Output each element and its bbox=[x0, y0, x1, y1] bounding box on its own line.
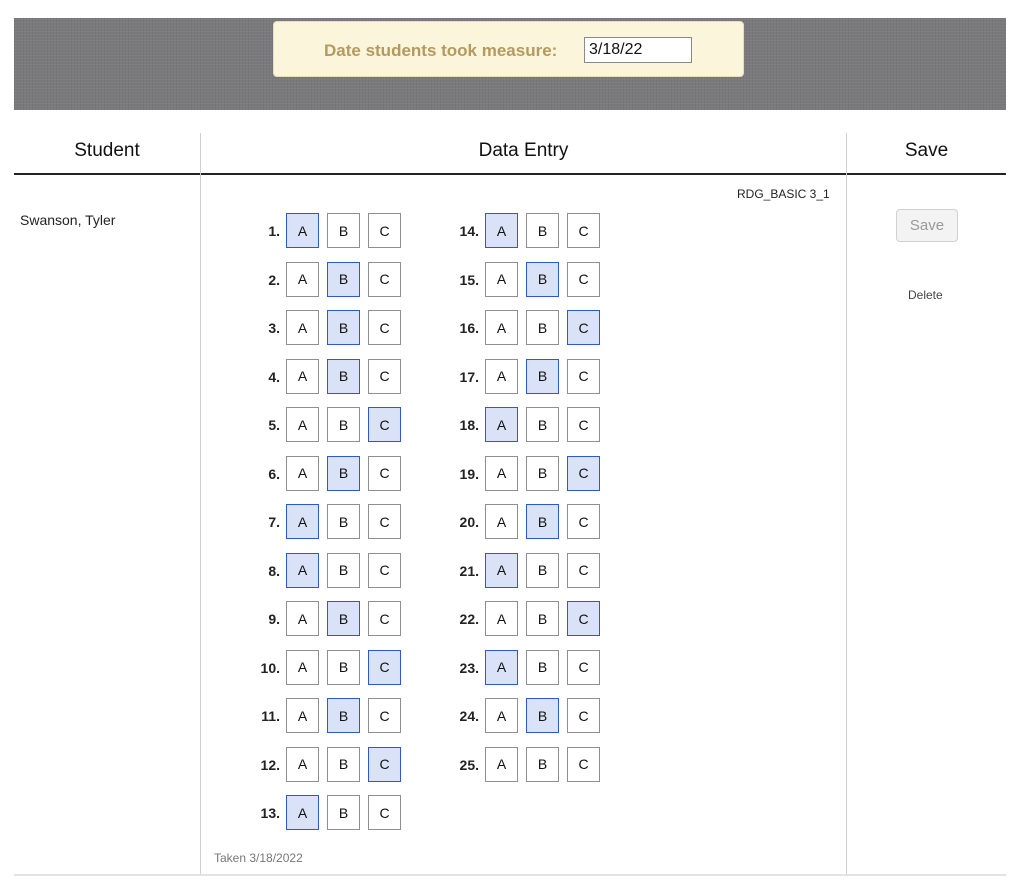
choice-a-button[interactable]: A bbox=[485, 213, 518, 248]
student-name: Swanson, Tyler bbox=[20, 212, 116, 228]
question-number: 12. bbox=[260, 756, 280, 773]
choice-c-button[interactable]: C bbox=[567, 650, 600, 685]
question-number: 2. bbox=[268, 271, 280, 288]
choice-c-button[interactable]: C bbox=[567, 601, 600, 636]
save-button[interactable]: Save bbox=[896, 209, 958, 242]
date-input[interactable] bbox=[584, 37, 692, 63]
choice-a-button[interactable]: A bbox=[286, 553, 319, 588]
choice-b-button[interactable]: B bbox=[526, 359, 559, 394]
choice-c-button[interactable]: C bbox=[368, 407, 401, 442]
choice-c-button[interactable]: C bbox=[368, 359, 401, 394]
question-number: 22. bbox=[459, 611, 479, 627]
question-number: 10. bbox=[260, 659, 280, 676]
question-number: 9. bbox=[268, 611, 280, 627]
choice-a-button[interactable]: A bbox=[286, 262, 319, 297]
column-header-student: Student bbox=[74, 140, 140, 161]
question-number: 15. bbox=[459, 271, 479, 288]
choice-a-button[interactable]: A bbox=[485, 504, 518, 539]
choice-b-button[interactable]: B bbox=[327, 747, 360, 782]
choice-b-button[interactable]: B bbox=[327, 698, 360, 733]
choice-c-button[interactable]: C bbox=[368, 650, 401, 685]
choice-a-button[interactable]: A bbox=[286, 698, 319, 733]
column-divider-left bbox=[200, 133, 201, 875]
choice-b-button[interactable]: B bbox=[327, 310, 360, 345]
choice-b-button[interactable]: B bbox=[327, 262, 360, 297]
choice-b-button[interactable]: B bbox=[327, 795, 360, 830]
choice-b-button[interactable]: B bbox=[526, 650, 559, 685]
question-number: 8. bbox=[268, 562, 280, 579]
choice-b-button[interactable]: B bbox=[526, 747, 559, 782]
choice-a-button[interactable]: A bbox=[485, 262, 518, 297]
choice-a-button[interactable]: A bbox=[485, 310, 518, 345]
choice-c-button[interactable]: C bbox=[567, 213, 600, 248]
delete-link[interactable]: Delete bbox=[908, 288, 943, 302]
choice-a-button[interactable]: A bbox=[286, 795, 319, 830]
choice-c-button[interactable]: C bbox=[567, 698, 600, 733]
choice-a-button[interactable]: A bbox=[286, 650, 319, 685]
choice-a-button[interactable]: A bbox=[286, 407, 319, 442]
choice-a-button[interactable]: A bbox=[485, 407, 518, 442]
choice-c-button[interactable]: C bbox=[567, 310, 600, 345]
choice-b-button[interactable]: B bbox=[526, 553, 559, 588]
choice-a-button[interactable]: A bbox=[286, 456, 319, 491]
choice-b-button[interactable]: B bbox=[526, 213, 559, 248]
column-header-save: Save bbox=[904, 140, 949, 161]
choice-c-button[interactable]: C bbox=[368, 262, 401, 297]
question-number: 16. bbox=[459, 320, 479, 336]
question-number: 21. bbox=[459, 562, 479, 579]
question-number: 19. bbox=[459, 465, 479, 482]
question-number: 5. bbox=[268, 417, 280, 433]
choice-a-button[interactable]: A bbox=[286, 359, 319, 394]
measure-code: RDG_BASIC 3_1 bbox=[737, 187, 830, 201]
choice-c-button[interactable]: C bbox=[368, 213, 401, 248]
choice-c-button[interactable]: C bbox=[567, 407, 600, 442]
choice-a-button[interactable]: A bbox=[286, 601, 319, 636]
date-panel bbox=[273, 21, 744, 77]
question-number: 18. bbox=[459, 417, 479, 433]
choice-b-button[interactable]: B bbox=[526, 407, 559, 442]
choice-c-button[interactable]: C bbox=[368, 310, 401, 345]
choice-b-button[interactable]: B bbox=[327, 456, 360, 491]
choice-a-button[interactable]: A bbox=[485, 553, 518, 588]
question-number: 25. bbox=[459, 756, 479, 773]
question-number: 20. bbox=[459, 514, 479, 530]
question-number: 11. bbox=[261, 708, 280, 724]
date-label: Date students took measure: bbox=[324, 41, 558, 60]
choice-b-button[interactable]: B bbox=[327, 553, 360, 588]
choice-c-button[interactable]: C bbox=[567, 262, 600, 297]
choice-b-button[interactable]: B bbox=[526, 262, 559, 297]
question-number: 14. bbox=[459, 223, 479, 239]
choice-c-button[interactable]: C bbox=[567, 504, 600, 539]
choice-c-button[interactable]: C bbox=[368, 601, 401, 636]
choice-a-button[interactable]: A bbox=[485, 601, 518, 636]
choice-c-button[interactable]: C bbox=[368, 456, 401, 491]
choice-b-button[interactable]: B bbox=[327, 601, 360, 636]
choice-b-button[interactable]: B bbox=[327, 650, 360, 685]
choice-b-button[interactable]: B bbox=[327, 213, 360, 248]
choice-a-button[interactable]: A bbox=[286, 213, 319, 248]
question-number: 23. bbox=[459, 659, 479, 676]
question-number: 24. bbox=[459, 708, 479, 724]
choice-c-button[interactable]: C bbox=[567, 456, 600, 491]
column-header-data-entry: Data Entry bbox=[478, 140, 569, 161]
column-divider-right bbox=[846, 133, 847, 875]
choice-b-button[interactable]: B bbox=[526, 504, 559, 539]
choice-b-button[interactable]: B bbox=[327, 407, 360, 442]
question-number: 1. bbox=[268, 223, 280, 239]
choice-c-button[interactable]: C bbox=[368, 553, 401, 588]
question-number: 6. bbox=[268, 465, 280, 482]
question-number: 4. bbox=[268, 368, 280, 385]
top-toolbar bbox=[14, 18, 1006, 110]
choice-b-button[interactable]: B bbox=[526, 698, 559, 733]
choice-b-button[interactable]: B bbox=[526, 601, 559, 636]
choice-a-button[interactable]: A bbox=[485, 359, 518, 394]
choice-c-button[interactable]: C bbox=[368, 698, 401, 733]
choice-a-button[interactable]: A bbox=[286, 747, 319, 782]
choice-c-button[interactable]: C bbox=[368, 504, 401, 539]
choice-b-button[interactable]: B bbox=[327, 504, 360, 539]
choice-c-button[interactable]: C bbox=[567, 553, 600, 588]
question-number: 13. bbox=[260, 805, 280, 821]
choice-b-button[interactable]: B bbox=[526, 310, 559, 345]
taken-date: Taken 3/18/2022 bbox=[214, 851, 303, 865]
choice-a-button[interactable]: A bbox=[485, 747, 518, 782]
choice-a-button[interactable]: A bbox=[485, 650, 518, 685]
table-bottom-border bbox=[14, 874, 1006, 876]
choice-c-button[interactable]: C bbox=[368, 795, 401, 830]
choice-c-button[interactable]: C bbox=[368, 747, 401, 782]
choice-b-button[interactable]: B bbox=[526, 456, 559, 491]
header-divider bbox=[14, 173, 1006, 175]
choice-a-button[interactable]: A bbox=[485, 456, 518, 491]
choice-b-button[interactable]: B bbox=[327, 359, 360, 394]
question-number: 17. bbox=[459, 368, 479, 385]
choice-a-button[interactable]: A bbox=[485, 698, 518, 733]
choice-a-button[interactable]: A bbox=[286, 504, 319, 539]
question-number: 3. bbox=[268, 320, 280, 336]
choice-c-button[interactable]: C bbox=[567, 747, 600, 782]
choice-c-button[interactable]: C bbox=[567, 359, 600, 394]
question-number: 7. bbox=[268, 514, 280, 530]
choice-a-button[interactable]: A bbox=[286, 310, 319, 345]
